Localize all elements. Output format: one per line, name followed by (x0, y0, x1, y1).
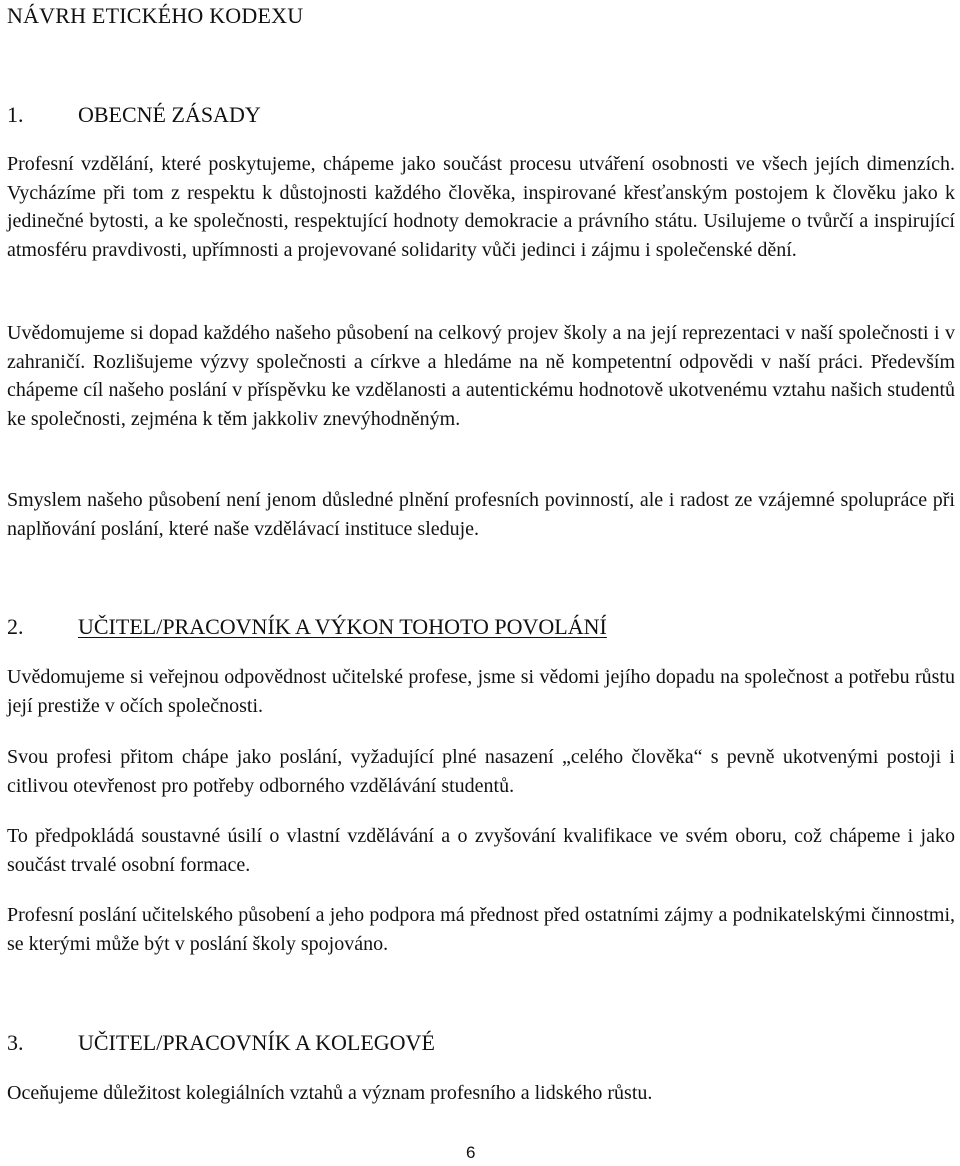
section-title: UČITEL/PRACOVNÍK A KOLEGOVÉ (78, 1030, 435, 1055)
paragraph: Uvědomujeme si veřejnou odpovědnost učitelské profese, jsme si vědomi jejího dopadu na společnost a potřebu růstu její prestiže v očích společnosti. (7, 666, 955, 717)
paragraph: Uvědomujeme si dopad každého našeho působení na celkový projev školy a na její reprezentaci v naší společnosti i v zahraničí. Rozlišujeme výzvy společnosti a církve a hledáme na ně kompetentní odpovědi v naší práci. Především chápeme cíl našeho poslání v příspěvku ke vzdělanosti a autentickému hodnotově ukotvenému vztahu našich studentů ke společnosti, zejména k těm jakkoliv znevýhodněným. (7, 322, 955, 430)
paragraph: Profesní vzdělání, které poskytujeme, chápeme jako součást procesu utváření osobnosti ve všech jejích dimenzích. Vycházíme při tom z respektu k důstojnosti každého člověka, inspirované křesťanským postojem k člověku jako k jedinečné bytosti, a ke společnosti, respektující hodnoty demokracie a právního státu. Usilujeme o tvůrčí a inspirující atmosféru pravdivosti, upřímnosti a projevované solidarity vůči jedinci i zájmu i společenské dění. (7, 153, 955, 261)
paragraph: Svou profesi přitom chápe jako poslání, vyžadující plné nasazení „celého člověka“ s pevně ukotvenými postoji i citlivou otevřenost pro potřeby odborného vzdělávání studentů. (7, 746, 955, 797)
page-number: 6 (466, 1143, 476, 1162)
paragraph: Oceňujeme důležitost kolegiálních vztahů a význam profesního a lidského růstu. (7, 1082, 653, 1104)
document-title: NÁVRH ETICKÉHO KODEXU (7, 3, 304, 28)
paragraph: To předpokládá soustavné úsilí o vlastní vzdělávání a o zvyšování kvalifikace ve svém oboru, což chápeme i jako součást trvalé osobní formace. (7, 825, 955, 876)
paragraph: Profesní poslání učitelského působení a jeho podpora má přednost před ostatními zájmy a podnikatelskými činnostmi, se kterými může být v poslání školy spojováno. (7, 904, 955, 955)
paragraph: Smyslem našeho působení není jenom důsledné plnění profesních povinností, ale i radost ze vzájemné spolupráce při naplňování poslání, které naše vzdělávací instituce sleduje. (7, 489, 955, 540)
section-heading-teacher-and-colleagues (7, 1030, 435, 1056)
section-heading-general-principles (7, 102, 261, 128)
section-number: 2. (7, 614, 24, 639)
section-title: OBECNÉ ZÁSADY (78, 102, 261, 127)
section-number: 3. (7, 1030, 24, 1055)
section-number: 1. (7, 102, 24, 127)
section-heading-teacher-and-profession (7, 614, 607, 640)
section-title: UČITEL/PRACOVNÍK A VÝKON TOHOTO POVOLÁNÍ (78, 614, 607, 639)
